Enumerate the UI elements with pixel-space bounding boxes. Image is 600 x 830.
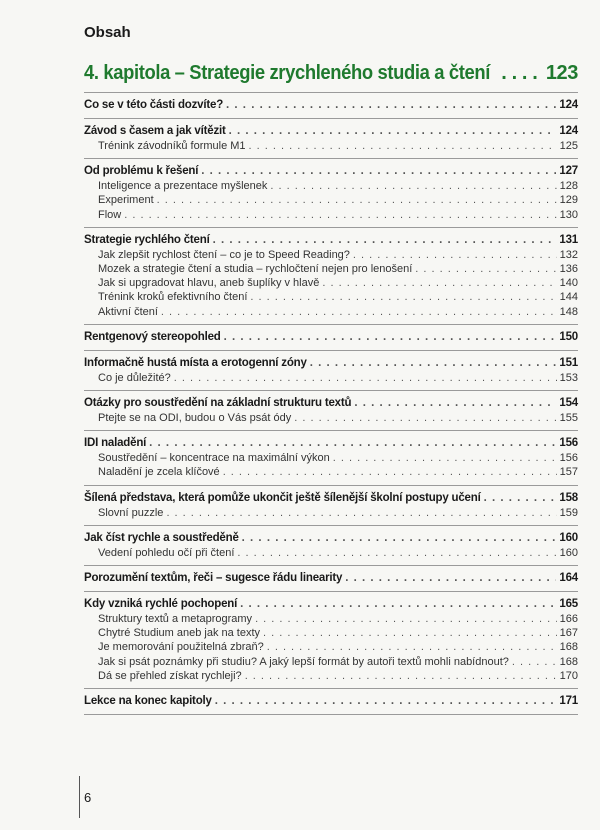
toc-entry[interactable] — [84, 232, 578, 248]
toc-entry-title: Otázky pro soustředění na základní strukturu textů — [84, 397, 352, 410]
toc-entry-title: Lekce na konec kapitoly — [84, 695, 212, 708]
toc-subentry-title: Mozek a strategie čtení a studia – rychločtení nejen pro lenošení — [98, 263, 413, 276]
toc-subentry-page: 166 — [559, 613, 578, 626]
leader-dots — [512, 655, 557, 669]
toc-subentry[interactable] — [84, 612, 578, 626]
toc-subentry[interactable] — [84, 208, 578, 222]
leader-dots — [149, 435, 556, 451]
toc-subentry-page: 168 — [559, 641, 578, 654]
toc-entry-page: 160 — [559, 531, 578, 544]
toc-subentry-page: 160 — [559, 546, 578, 559]
toc-entry-page: 124 — [559, 125, 578, 137]
toc-entry[interactable] — [84, 693, 578, 709]
toc-subentry-title: Experiment — [98, 194, 154, 207]
leader-dots — [245, 669, 557, 683]
footer-divider — [79, 776, 80, 818]
toc-subentry-title: Naladění je zcela klíčové — [98, 466, 220, 479]
toc-section — [84, 486, 578, 526]
toc-entry[interactable] — [84, 596, 578, 612]
leader-dots — [322, 276, 556, 290]
toc-section — [84, 325, 578, 351]
table-of-contents — [84, 92, 578, 715]
toc-section — [84, 689, 578, 715]
toc-subentry[interactable] — [84, 411, 578, 425]
leader-dots — [174, 371, 557, 385]
toc-subentry-page: 125 — [559, 140, 578, 152]
toc-subentry-page: 153 — [559, 371, 578, 384]
toc-entry-title: Rentgenový stereopohled — [84, 330, 221, 343]
toc-entry-page: 131 — [559, 233, 578, 246]
toc-subentry[interactable] — [84, 290, 578, 304]
toc-subentry-page: 140 — [559, 277, 578, 290]
toc-section — [84, 92, 578, 119]
toc-section — [84, 592, 578, 689]
leader-dots — [237, 546, 556, 560]
toc-subentry-title: Chytré Studium aneb jak na texty — [98, 627, 261, 640]
toc-subentry-page: 129 — [559, 194, 578, 207]
toc-subentry-page: 132 — [559, 248, 578, 261]
toc-subentry-page: 144 — [559, 291, 578, 304]
toc-subentry[interactable] — [84, 506, 578, 520]
leader-dots — [213, 232, 557, 248]
toc-subentry-title: Aktivní čtení — [98, 305, 158, 318]
toc-section — [84, 159, 578, 228]
toc-subentry-title: Flow — [98, 208, 122, 221]
toc-section — [84, 119, 578, 159]
leader-dots — [267, 640, 557, 654]
toc-subentry-title: Trénink kroků efektivního čtení — [98, 291, 248, 304]
toc-section — [84, 228, 578, 325]
toc-entry[interactable] — [84, 395, 578, 411]
toc-subentry-title: Jak zlepšit rychlost čtení – co je to Speed Reading? — [98, 248, 350, 261]
toc-entry-title: Závod s časem a jak vítězit — [84, 125, 226, 137]
toc-entry-title: Informačně hustá místa a erotogenní zóny — [84, 356, 307, 369]
toc-entry-title: IDI naladění — [84, 437, 147, 450]
leader-dots — [242, 530, 557, 546]
toc-entry-page: 127 — [559, 165, 578, 178]
leader-dots — [166, 506, 556, 520]
toc-entry[interactable] — [84, 570, 578, 586]
toc-subentry-title: Struktury textů a metaprogramy — [98, 613, 253, 626]
leader-dots — [270, 179, 556, 193]
toc-subentry[interactable] — [84, 546, 578, 560]
toc-subentry[interactable] — [84, 669, 578, 683]
toc-subentry[interactable] — [84, 305, 578, 319]
toc-subentry-page: 157 — [559, 466, 578, 479]
toc-subentry-page: 148 — [559, 305, 578, 318]
chapter-page: 123 — [545, 62, 578, 84]
toc-subentry-page: 128 — [559, 180, 578, 193]
toc-subentry-title: Ptejte se na ODI, budou o Vás psát ódy — [98, 412, 292, 425]
toc-entry-page: 154 — [559, 397, 578, 410]
toc-entry-page: 150 — [559, 330, 578, 343]
toc-subentry[interactable] — [84, 640, 578, 654]
leader-dots — [249, 139, 557, 153]
toc-section — [84, 526, 578, 566]
toc-entry[interactable] — [84, 123, 578, 139]
toc-entry[interactable] — [84, 97, 578, 113]
toc-entry-page: 171 — [559, 695, 578, 708]
toc-subentry-title: Slovní puzzle — [98, 506, 164, 519]
toc-subentry-page: 159 — [559, 506, 578, 519]
toc-subentry[interactable] — [84, 179, 578, 193]
leader-dots — [250, 290, 556, 304]
leader-dots — [215, 693, 557, 709]
toc-subentry-title: Trénink závodníků formule M1 — [98, 140, 246, 152]
toc-entry-title: Porozumění textům, řeči – sugesce řádu linearity — [84, 572, 343, 585]
toc-entry-title: Co se v této části dozvíte? — [84, 99, 224, 111]
toc-subentry[interactable] — [84, 193, 578, 207]
toc-subentry[interactable] — [84, 248, 578, 262]
chapter-title: 4. kapitola – Strategie zrychleného studia a čtení — [84, 62, 490, 84]
toc-subentry-title: Co je důležité? — [98, 371, 171, 384]
toc-subentry-title: Dá se přehled získat rychleji? — [98, 669, 242, 682]
leader-dots — [226, 97, 556, 113]
toc-subentry-title: Soustředění – koncentrace na maximální výkon — [98, 452, 330, 465]
leader-dots — [415, 262, 556, 276]
toc-subentry[interactable] — [84, 655, 578, 669]
toc-entry[interactable] — [84, 530, 578, 546]
leader-dots — [294, 411, 556, 425]
leader-dots — [354, 395, 556, 411]
toc-entry-title: Od problému k řešení — [84, 165, 199, 178]
toc-subentry-title: Jak si psát poznámky při studiu? A jaký lepší formát by autoři textů mohli nabídnout? — [98, 655, 509, 668]
toc-entry-title: Šílená představa, která pomůže ukončit ještě šílenější školní postupy učení — [84, 491, 481, 504]
toc-entry-title: Kdy vzniká rychlé pochopení — [84, 598, 238, 611]
toc-subentry-page: 167 — [559, 627, 578, 640]
leader-dots — [157, 193, 557, 207]
toc-subentry[interactable] — [84, 465, 578, 479]
leader-dots — [223, 465, 557, 479]
toc-section — [84, 351, 578, 391]
toc-entry-page: 164 — [559, 572, 578, 585]
toc-entry[interactable] — [84, 355, 578, 371]
leader-dots — [229, 123, 557, 139]
toc-subentry[interactable] — [84, 626, 578, 640]
toc-entry-page: 124 — [559, 99, 578, 111]
toc-subentry-page: 168 — [559, 655, 578, 668]
leader-dots — [353, 248, 557, 262]
toc-subentry[interactable] — [84, 139, 578, 153]
toc-entry[interactable] — [84, 490, 578, 506]
toc-subentry-title: Inteligence a prezentace myšlenek — [98, 180, 268, 193]
toc-entry[interactable] — [84, 435, 578, 451]
toc-entry-page: 151 — [559, 356, 578, 369]
toc-subentry[interactable] — [84, 276, 578, 290]
leader-dots — [224, 329, 557, 345]
toc-entry-page: 165 — [559, 598, 578, 611]
leader-dots — [201, 163, 556, 179]
toc-entry[interactable] — [84, 163, 578, 179]
leader-dots — [263, 626, 557, 640]
toc-subentry-page: 136 — [559, 263, 578, 276]
toc-subentry-title: Je memorování použitelná zbraň? — [98, 641, 264, 654]
chapter-heading — [84, 62, 578, 85]
toc-subentry-page: 155 — [559, 412, 578, 425]
toc-entry-page: 158 — [559, 491, 578, 504]
leader-dots — [310, 355, 557, 371]
leader-dots — [255, 612, 557, 626]
toc-subentry-title: Vedení pohledu očí při čtení — [98, 546, 235, 559]
chapter-leader-dots — [501, 62, 542, 85]
page-number: 6 — [84, 790, 92, 805]
toc-entry-title: Jak číst rychle a soustředěně — [84, 531, 239, 544]
leader-dots — [240, 596, 556, 612]
toc-subentry-page: 130 — [559, 208, 578, 221]
toc-subentry-page: 156 — [559, 452, 578, 465]
toc-section — [84, 391, 578, 431]
toc-section — [84, 431, 578, 485]
toc-entry[interactable] — [84, 329, 578, 345]
leader-dots — [161, 305, 557, 319]
toc-subentry[interactable] — [84, 371, 578, 385]
toc-section — [84, 566, 578, 592]
leader-dots — [333, 451, 557, 465]
page-header: Obsah — [84, 24, 131, 41]
leader-dots — [345, 570, 556, 586]
toc-entry-page: 156 — [559, 437, 578, 450]
toc-subentry[interactable] — [84, 451, 578, 465]
toc-subentry-title: Jak si upgradovat hlavu, aneb šuplíky v hlavě — [98, 277, 320, 290]
leader-dots — [484, 490, 557, 506]
toc-subentry-page: 170 — [559, 669, 578, 682]
leader-dots — [124, 208, 556, 222]
toc-subentry[interactable] — [84, 262, 578, 276]
toc-entry-title: Strategie rychlého čtení — [84, 233, 210, 246]
